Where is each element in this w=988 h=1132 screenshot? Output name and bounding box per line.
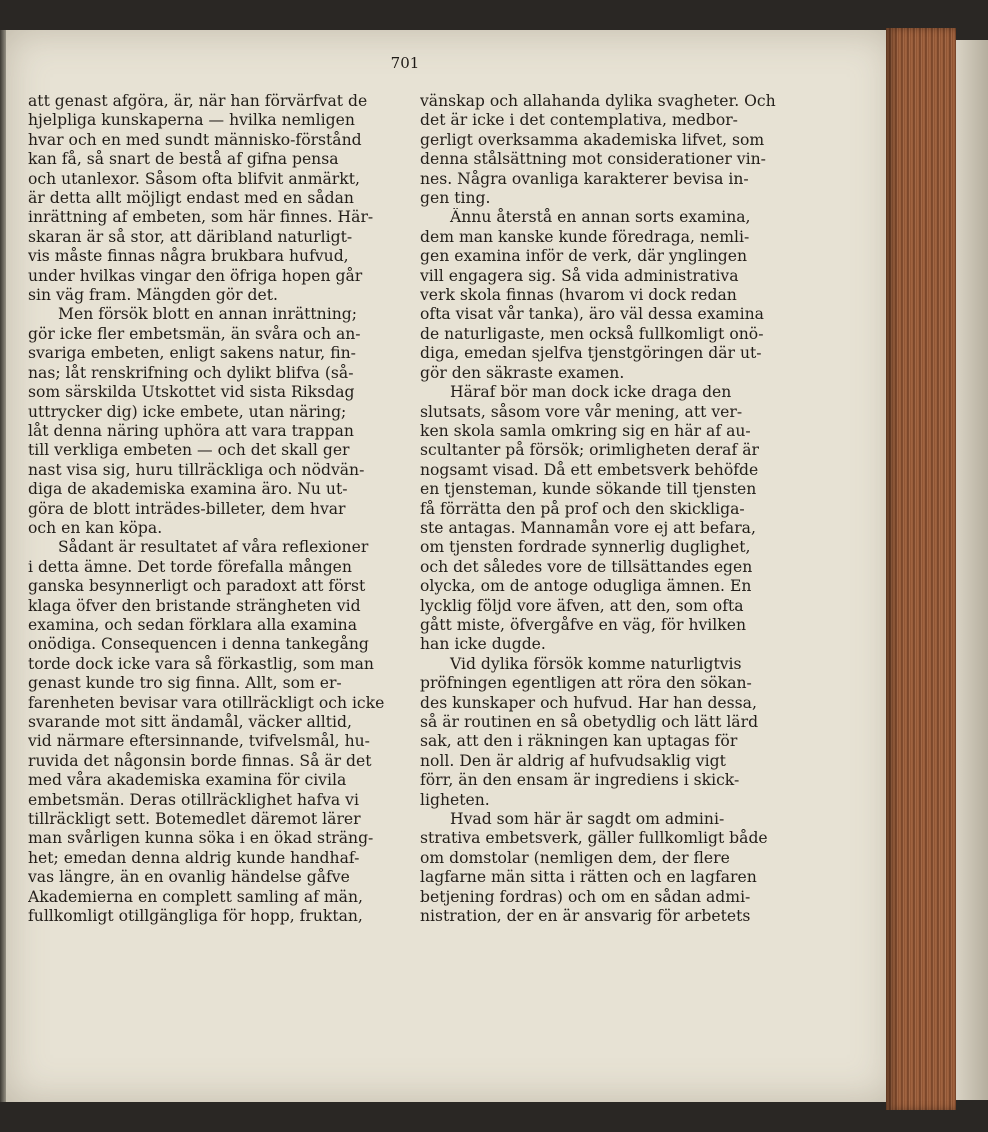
text-line: nast visa sig, huru tillräckliga och nödvän- [28,460,365,479]
text-line: skaran är så stor, att däribland naturligt- [28,227,353,246]
text-line: verk skola finnas (hvarom vi dock redan [420,286,737,305]
text-line: examina, och sedan förklara alla examina [28,615,357,634]
page-number: 701 [390,54,420,72]
text-line: sin väg fram. Mängden gör det. [28,286,278,305]
text-line: farenheten bevisar vara otillräckligt och icke [28,693,385,712]
text-line: ganska besynnerligt och paradoxt att först [28,577,366,596]
text-line: ligheten. [420,790,490,809]
text-line: ste antagas. Mannamån vore ej att befara, [420,518,756,537]
text-line: han icke dugde. [420,635,546,654]
text-line: Vid dylika försök komme naturligtvis [450,654,742,673]
text-line: diga de akademiska examina äro. Nu ut- [28,480,348,499]
text-line: tillräckligt sett. Botemedlet däremot lärer [28,810,361,829]
text-line: hvar och en med sundt människo-förstånd [28,130,362,149]
text-line: vill engagera sig. Så vida administrativa [420,266,739,285]
text-line: noll. Den är aldrig af hufvudsaklig vigt [420,751,726,770]
text-line: sak, att den i räkningen kan uptagas för [420,732,738,751]
text-line: embetsmän. Deras otillräcklighet hafva vi [28,790,359,809]
page-edges [886,28,956,1110]
text-line: om domstolar (nemligen dem, der flere [420,848,730,867]
text-line: Hvad som här är sagdt om admini- [450,810,725,829]
text-line: des kunskaper och hufvud. Har han dessa, [420,693,757,712]
text-line: pröfningen egentligen att röra den sökan- [420,674,752,693]
text-line: och en kan köpa. [28,518,163,537]
text-line: lagfarne män sitta i rätten och en lagfaren [420,868,757,887]
text-line: om tjensten fordrade synnerlig duglighet, [420,538,751,557]
text-line: scultanter på försök; orimligheten deraf är [420,441,759,460]
text-line: diga, emedan sjelfva tjenstgöringen där ut- [420,344,762,363]
text-line: att genast afgöra, är, när han förvärfvat de [28,92,368,110]
text-line: en tjensteman, kunde sökande till tjensten [420,480,757,499]
text-line: vänskap och allahanda dylika svagheter. Och [420,92,776,110]
text-line: Sådant är resultatet af våra reflexioner [58,538,369,557]
text-line: dem man kanske kunde föredraga, nemli- [420,227,750,246]
text-line: gör den säkraste examen. [420,363,625,382]
text-line: nistration, der en är ansvarig för arbetets [420,907,751,926]
text-line: torde dock icke vara så förkastlig, som man [28,654,374,673]
text-line: nas; låt renskrifning och dylikt blifva (så- [28,363,354,382]
text-line: det är icke i det contemplativa, medbor- [420,111,738,130]
text-line: till verkliga embeten — och det skall ger [28,441,350,460]
text-line: gen ting. [420,189,491,208]
right-text-column [420,92,796,926]
text-line: denna stålsättning mot considerationer vin- [420,150,766,169]
text-line: fullkomligt otillgängliga för hopp, fruktan, [28,907,363,926]
left-text-column [28,92,404,926]
text-line: slutsats, såsom vore vår mening, att ver- [420,402,743,421]
text-line: gen examina inför de verk, där ynglingen [420,247,748,266]
text-line: under hvilkas vingar den öfriga hopen går [28,266,363,285]
text-line: vas längre, än en ovanlig händelse gåfve [28,868,350,887]
text-line: olycka, om de antoge odugliga ämnen. En [420,577,752,596]
text-line: Ännu återstå en annan sorts examina, [450,208,751,227]
text-line: gerligt overksamma akademiska lifvet, som [420,130,765,149]
text-line: man svårligen kunna söka i en ökad sträng- [28,829,374,848]
text-line: i detta ämne. Det torde förefalla mången [28,557,352,576]
text-line: som särskilda Utskottet vid sista Riksdag [28,383,355,402]
text-line: vis måste finnas några brukbara hufvud, [28,247,349,266]
text-line: och det således vore de tillsättandes egen [420,557,753,576]
text-line: gått miste, öfvergåfve en väg, för hvilken [420,615,746,634]
text-line: med våra akademiska examina för civila [28,771,347,790]
text-line: svarande mot sitt ändamål, väcker alltid, [28,713,352,731]
text-line: ken skola samla omkring sig en här af au- [420,421,751,440]
text-line: hjelpliga kunskaperna — hvilka nemligen [28,111,355,130]
text-line: Häraf bör man dock icke draga den [450,383,732,402]
text-line: Akademierna en complett samling af män, [28,887,363,906]
text-line: ofta visat vår tanka), äro väl dessa examina [420,305,764,324]
text-line: Men försök blott en annan inrättning; [58,305,357,324]
text-line: vid närmare eftersinnande, tvifvelsmål, hu- [28,732,370,751]
text-line: strativa embetsverk, gäller fullkomligt både [420,829,768,848]
text-line: onödiga. Consequencen i denna tankegång [28,635,369,654]
text-line: gör icke fler embetsmän, än svåra och an- [28,324,361,343]
text-line: kan få, så snart de bestå af gifna pensa [28,150,339,169]
text-line: uttrycker dig) icke embete, utan näring; [28,402,347,421]
text-line: göra de blott inträdes-billeter, dem hvar [28,499,346,518]
book-spine [956,40,988,1100]
text-line: svariga embeten, enligt sakens natur, fin- [28,344,356,363]
text-line: klaga öfver den bristande strängheten vid [28,596,361,615]
text-line: genast kunde tro sig finna. Allt, som er- [28,674,342,693]
text-line: nogsamt visad. Då ett embetsverk behöfde [420,460,759,479]
text-line: nes. Några ovanliga karakterer bevisa in- [420,169,749,188]
text-line: låt denna näring uphöra att vara trappan [28,421,354,440]
text-line: betjening fordras) och om en sådan admi- [420,887,751,906]
text-line: de naturligaste, men också fullkomligt onö- [420,324,764,343]
text-line: inrättning af embeten, som här finnes. Här- [28,208,374,227]
text-line: är detta allt möjligt endast med en sådan [28,189,354,208]
text-line: så är routinen en så obetydlig och lätt lärd [420,713,759,731]
text-line: och utanlexor. Såsom ofta blifvit anmärkt, [28,169,360,188]
text-line: förr, än den ensam är ingrediens i skick- [420,771,740,790]
text-line: ruvida det någonsin borde finnas. Så är det [28,751,372,770]
text-line: het; emedan denna aldrig kunde handhaf- [28,848,360,867]
text-line: lycklig följd vore äfven, att den, som ofta [420,596,744,615]
text-line: få förrätta den på prof och den skickliga- [420,499,745,518]
